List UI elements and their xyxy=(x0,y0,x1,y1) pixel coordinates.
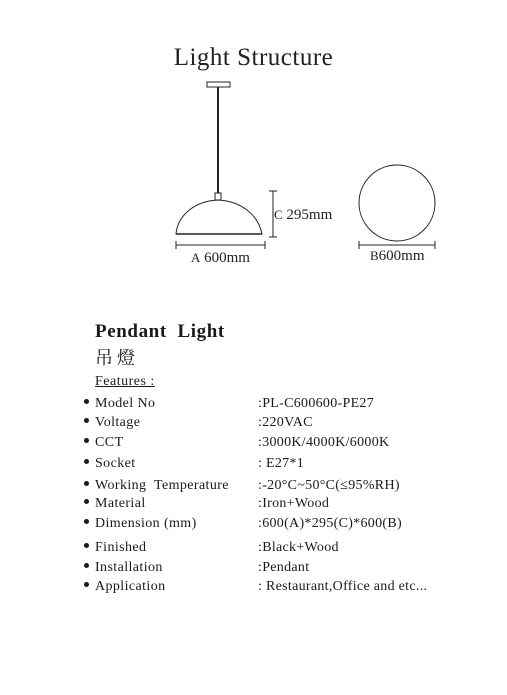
spec-row-voltage xyxy=(0,415,507,435)
top-view-circle xyxy=(359,165,435,241)
spec-row-material xyxy=(0,496,507,516)
bullet-icon xyxy=(84,519,89,524)
bullet-icon xyxy=(84,582,89,587)
features-heading: Features : xyxy=(95,374,155,389)
spec-key: Socket xyxy=(95,456,136,471)
product-title: Pendant Light xyxy=(95,321,225,342)
spec-value: : Restaurant,Office and etc... xyxy=(258,579,428,594)
bullet-icon xyxy=(84,418,89,423)
spec-value: :Black+Wood xyxy=(258,540,339,555)
dimension-a-value: 600mm xyxy=(204,250,250,266)
spec-row-application xyxy=(0,579,507,599)
bullet-icon xyxy=(84,563,89,568)
spec-value: :PL-C600600-PE27 xyxy=(258,396,375,411)
spec-key: Dimension (mm) xyxy=(95,516,197,531)
socket-connector xyxy=(215,193,221,200)
spec-value: :3000K/4000K/6000K xyxy=(258,435,390,450)
dimension-c-label xyxy=(274,207,332,224)
spec-key: Finished xyxy=(95,540,147,555)
spec-row-dimension xyxy=(0,516,507,536)
spec-key: Model No xyxy=(95,396,156,411)
lamp-technical-drawing xyxy=(0,0,507,300)
spec-value: :220VAC xyxy=(258,415,313,430)
bullet-icon xyxy=(84,438,89,443)
dimension-b-value: 600mm xyxy=(378,248,425,264)
bullet-icon xyxy=(84,459,89,464)
spec-key: Installation xyxy=(95,560,163,575)
dimension-c-value: 295mm xyxy=(286,207,333,223)
dimension-b-label xyxy=(370,248,425,265)
spec-row-cct xyxy=(0,435,507,455)
spec-value: :-20°C~50°C(≤95%RH) xyxy=(258,478,400,493)
bullet-icon xyxy=(84,399,89,404)
spec-row-socket xyxy=(0,456,507,476)
spec-value: :Iron+Wood xyxy=(258,496,330,511)
dimension-a-letter: A xyxy=(191,250,201,265)
ceiling-canopy xyxy=(207,82,230,87)
spec-key: Working Temperature xyxy=(95,478,229,493)
spec-value: : E27*1 xyxy=(258,456,305,471)
bullet-icon xyxy=(84,481,89,486)
product-title-chinese: 吊燈 xyxy=(95,348,139,369)
bullet-icon xyxy=(84,543,89,548)
spec-key: CCT xyxy=(95,435,124,450)
dimension-c-letter: C xyxy=(274,207,283,222)
spec-value: :Pendant xyxy=(258,560,310,575)
dimension-a-label xyxy=(191,250,250,267)
spec-row-finished xyxy=(0,540,507,560)
bullet-icon xyxy=(84,499,89,504)
spec-row-model-no xyxy=(0,396,507,416)
page-title: Light Structure xyxy=(173,44,334,71)
spec-key: Application xyxy=(95,579,166,594)
dimension-b-letter: B xyxy=(370,248,379,263)
spec-row-working-temperature xyxy=(0,478,507,498)
spec-key: Voltage xyxy=(95,415,141,430)
spec-row-installation xyxy=(0,560,507,580)
spec-key: Material xyxy=(95,496,146,511)
lamp-shade xyxy=(176,200,262,234)
spec-value: :600(A)*295(C)*600(B) xyxy=(258,516,402,531)
